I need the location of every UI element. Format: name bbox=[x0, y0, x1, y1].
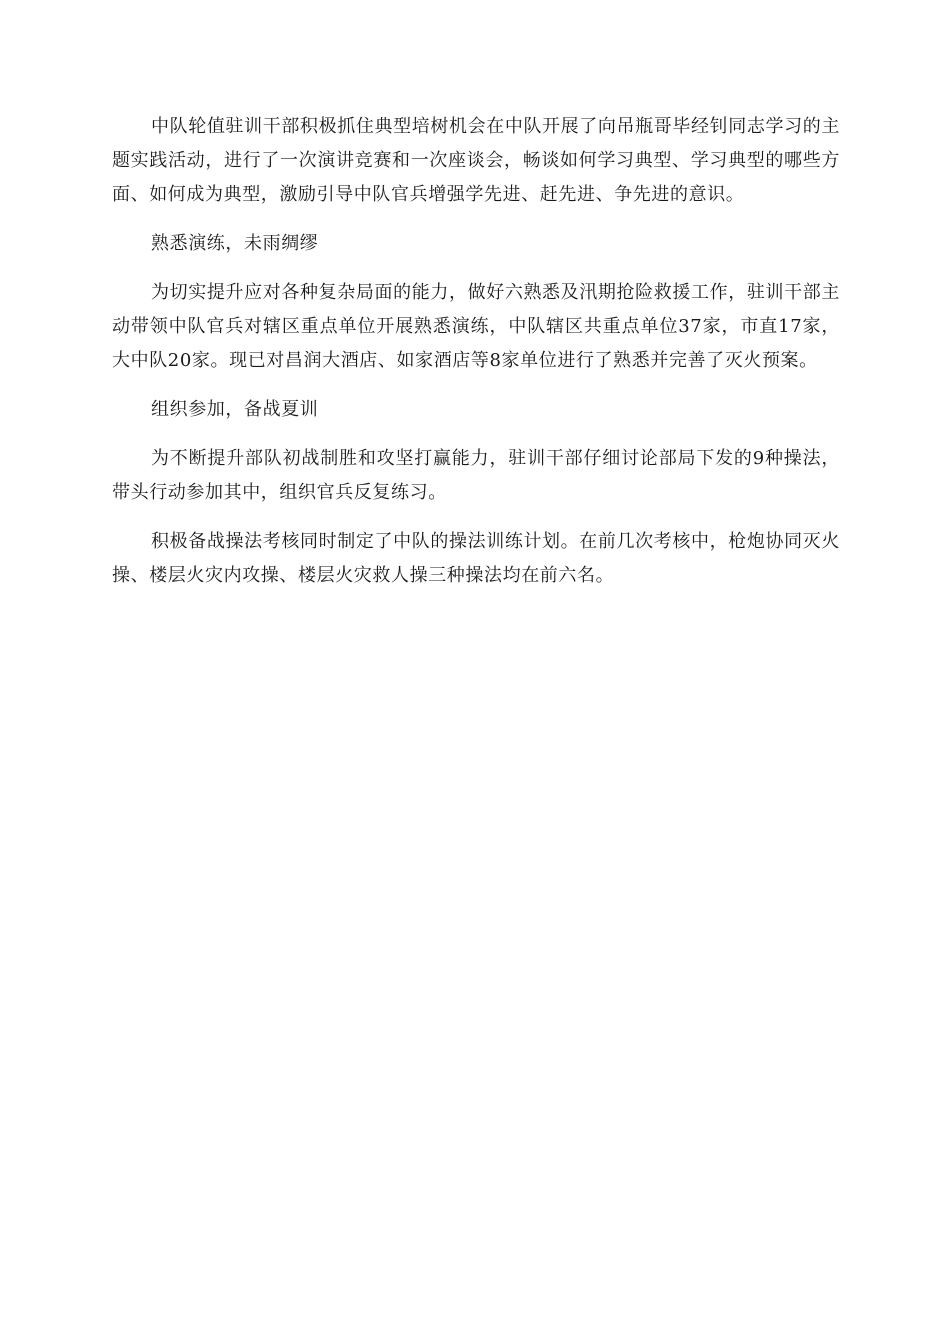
paragraph-drill: 为切实提升应对各种复杂局面的能力，做好六熟悉及汛期抢险救援工作，驻训干部主动带领中队官兵对辖区重点单位开展熟悉演练，中队辖区共重点单位37家，市直17家，大中队20家。现已对昌润大酒店、如家酒店等8家单位进行了熟悉并完善了灭火预案。 bbox=[112, 282, 840, 371]
section-heading-drill: 熟悉演练，未雨绸缪 bbox=[151, 233, 319, 254]
paragraph-training-methods: 为不断提升部队初战制胜和攻坚打赢能力，驻训干部仔细讨论部局下发的9种操法，带头行动参加其中，组织官兵反复练习。 bbox=[112, 448, 840, 503]
document-body bbox=[112, 110, 840, 608]
paragraph-study-activity: 中队轮值驻训干部积极抓住典型培树机会在中队开展了向吊瓶哥毕经钊同志学习的主题实践活动，进行了一次演讲竞赛和一次座谈会，畅谈如何学习典型、学习典型的哪些方面、如何成为典型，激励引导中队官兵增强学先进、赶先进、争先进的意识。 bbox=[112, 116, 840, 205]
section-heading-summer-training: 组织参加，备战夏训 bbox=[151, 399, 319, 420]
paragraph-assessment: 积极备战操法考核同时制定了中队的操法训练计划。在前几次考核中，枪炮协同灭火操、楼层火灾内攻操、楼层火灾救人操三种操法均在前六名。 bbox=[112, 531, 840, 586]
